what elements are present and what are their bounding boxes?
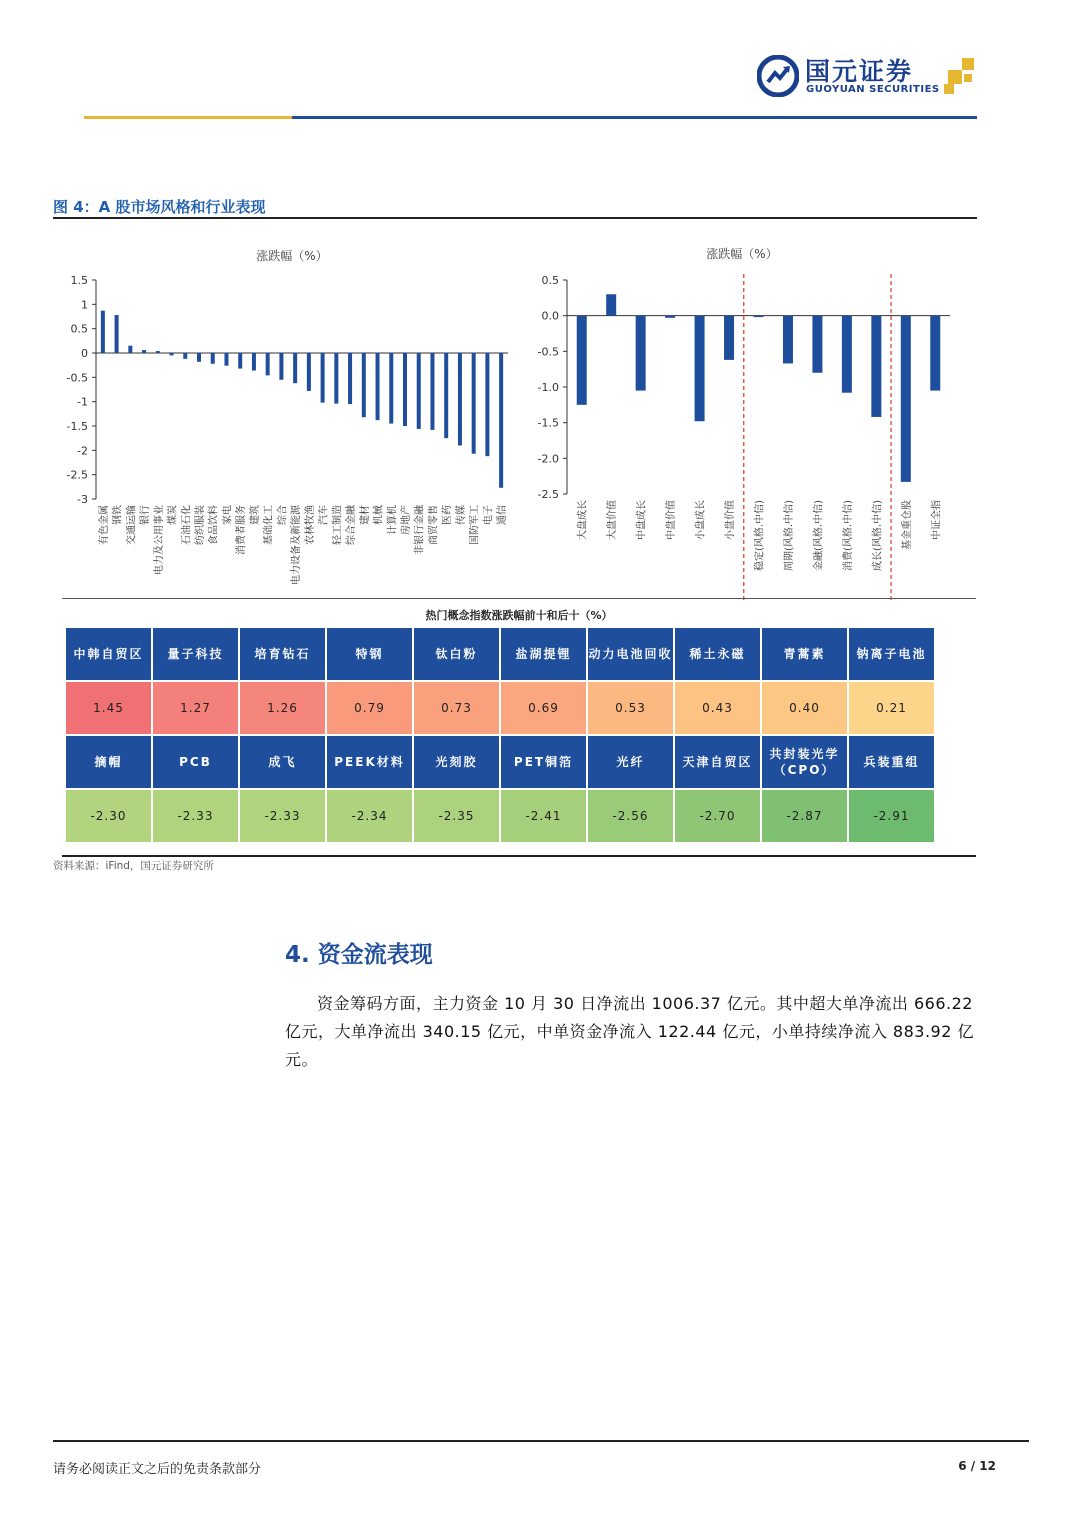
bottom-concept-value-cell: -2.33 <box>239 789 326 843</box>
bar-20 <box>362 353 366 417</box>
bar-16 <box>307 353 311 391</box>
top-concept-name-cell: 青蒿素 <box>761 627 848 681</box>
x-tick-label: 成长(风格.中信) <box>872 500 884 571</box>
footer-rule <box>53 1440 1029 1442</box>
top-concept-name-cell: 钛白粉 <box>413 627 500 681</box>
footer-disclaimer: 请务必阅读正文之后的免责条款部分 <box>53 1462 262 1477</box>
x-tick-label: 交通运输 <box>126 505 138 545</box>
bar-9 <box>211 353 215 364</box>
chart-title: 涨跌幅（%） <box>256 249 328 263</box>
x-tick-label: 通信 <box>497 505 509 525</box>
x-tick-label: 银行 <box>140 505 152 525</box>
bar-17 <box>321 353 325 403</box>
bar-26 <box>444 353 448 438</box>
bottom-concept-value-cell: -2.41 <box>500 789 587 843</box>
bar-10 <box>224 353 228 366</box>
header-rule-blue <box>292 116 977 119</box>
x-tick-label: 基金重仓股 <box>901 500 913 550</box>
y-tick-label: -1 <box>77 395 88 409</box>
bar-21 <box>376 353 380 420</box>
y-tick-label: 0.5 <box>541 274 559 287</box>
top-concept-value-cell: 0.69 <box>500 681 587 735</box>
bar-19 <box>348 353 352 404</box>
x-tick-label: 轻工制造 <box>332 505 344 545</box>
bottom-concept-name-cell: 光纤 <box>587 735 674 789</box>
bottom-concept-value-cell: -2.33 <box>152 789 239 843</box>
bottom-concept-value-cell: -2.70 <box>674 789 761 843</box>
bar-1 <box>101 311 105 353</box>
top-concept-value-cell: 0.79 <box>326 681 413 735</box>
bottom-concept-name-cell: 天津自贸区 <box>674 735 761 789</box>
bar-7 <box>183 353 187 359</box>
top-concept-value-cell: 0.21 <box>848 681 935 735</box>
logo-squares-icon <box>944 56 978 96</box>
bar-18 <box>334 353 338 404</box>
bar-7 <box>754 316 764 317</box>
bar-24 <box>417 353 421 429</box>
concept-table-title: 热门概念指数涨跌幅前十和后十（%） <box>425 609 613 622</box>
bottom-concept-value-cell: -2.30 <box>65 789 152 843</box>
top-concept-value <box>65 681 935 735</box>
bottom-concept-name-cell: 兵装重组 <box>848 735 935 789</box>
bottom-concept-value-cell: -2.87 <box>761 789 848 843</box>
bar-12 <box>901 316 911 482</box>
bottom-concept-name-cell: 光刻胶 <box>413 735 500 789</box>
bar-23 <box>403 353 407 426</box>
table-top-rule <box>62 598 976 599</box>
bar-5 <box>695 316 705 422</box>
bar-12 <box>252 353 256 371</box>
section-paragraph: 资金筹码方面，主力资金 10 月 30 日净流出 1006.37 亿元。其中超大单净流出 666.22 亿元，大单净流出 340.15 亿元，中单资金净流入 122.44 亿元，小单持续净流入 883.92 亿元。 <box>285 994 974 1069</box>
x-tick-label: 综合 <box>277 505 289 525</box>
bar-15 <box>293 353 297 383</box>
x-tick-label: 传媒 <box>455 505 467 525</box>
bar-3 <box>636 316 646 391</box>
bottom-concept-value-cell: -2.56 <box>587 789 674 843</box>
x-tick-label: 食品饮料 <box>208 505 220 545</box>
bottom-concept-value-cell: -2.35 <box>413 789 500 843</box>
x-tick-label: 石油石化 <box>181 505 193 545</box>
bar-4 <box>665 316 675 318</box>
x-tick-label: 消费者服务 <box>236 505 248 555</box>
bar-6 <box>170 353 174 355</box>
x-tick-label: 煤炭 <box>167 505 179 525</box>
bottom-concept-name-cell: 摘帽 <box>65 735 152 789</box>
bar-2 <box>606 294 616 315</box>
top-concept-value-cell: 0.43 <box>674 681 761 735</box>
top-concept-name-cell: 钠离子电池 <box>848 627 935 681</box>
x-tick-label: 周期(风格.中信) <box>783 500 795 571</box>
y-tick-label: 0.5 <box>70 322 88 336</box>
top-concept-value-cell: 1.26 <box>239 681 326 735</box>
bottom-concept-name-cell: PCB <box>152 735 239 789</box>
x-tick-label: 电子 <box>483 505 495 525</box>
bar-11 <box>238 353 242 369</box>
x-tick-label: 建筑 <box>249 505 261 525</box>
y-tick-label: -2.5 <box>537 488 559 501</box>
bar-28 <box>472 353 476 454</box>
y-tick-label: -2 <box>77 444 88 458</box>
bar-4 <box>142 350 146 353</box>
top-concept-name <box>65 627 935 681</box>
x-tick-label: 房地产 <box>401 505 412 535</box>
x-tick-label: 家电 <box>222 505 234 525</box>
bar-27 <box>458 353 462 445</box>
y-tick-label: -2.5 <box>66 468 88 482</box>
x-tick-label: 稳定(风格.中信) <box>754 500 766 571</box>
x-tick-label: 小盘成长 <box>695 500 707 540</box>
x-tick-label: 医药 <box>442 505 454 525</box>
bar-10 <box>842 316 852 393</box>
x-tick-label: 大盘价值 <box>607 500 619 540</box>
bottom-concept-name-cell: 共封装光学（CPO） <box>761 735 848 789</box>
top-concept-value-cell: 0.73 <box>413 681 500 735</box>
y-tick-label: -0.5 <box>66 371 88 385</box>
top-concept-value-cell: 0.53 <box>587 681 674 735</box>
y-tick-label: -0.5 <box>537 345 559 359</box>
brand-name-en: GUOYUAN SECURITIES <box>806 84 940 95</box>
logo-emblem-icon <box>757 55 799 97</box>
bottom-concept-value-cell: -2.34 <box>326 789 413 843</box>
bar-14 <box>279 353 283 380</box>
x-tick-label: 综合金融 <box>346 505 358 545</box>
y-tick-label: -3 <box>77 493 88 506</box>
y-tick-label: 1 <box>81 298 88 312</box>
header-rule-gold <box>84 116 292 119</box>
top-concept-name-cell: 中韩自贸区 <box>65 627 152 681</box>
x-tick-label: 中盘成长 <box>636 500 648 540</box>
top-concept-name-cell: 量子科技 <box>152 627 239 681</box>
bottom-concept-value <box>65 789 935 843</box>
x-tick-label: 小盘价值 <box>725 500 737 540</box>
x-tick-label: 国防军工 <box>469 505 481 545</box>
x-tick-label: 大盘成长 <box>577 500 589 540</box>
x-tick-label: 商贸零售 <box>428 505 440 545</box>
figure-title-rule <box>53 217 977 219</box>
top-concept-value-cell: 1.27 <box>152 681 239 735</box>
bar-11 <box>871 316 881 417</box>
bottom-concept-name-cell: PEEK材料 <box>326 735 413 789</box>
source-note: 资料来源：iFind，国元证券研究所 <box>53 860 214 872</box>
bottom-concept-value-cell: -2.91 <box>848 789 935 843</box>
y-tick-label: -1.5 <box>66 420 88 433</box>
x-tick-label: 计算机 <box>387 505 399 535</box>
top-concept-name-cell: 培育钻石 <box>239 627 326 681</box>
bar-6 <box>724 316 734 360</box>
figure-title: 图 4：A 股市场风格和行业表现 <box>53 198 266 216</box>
x-tick-label: 建材 <box>359 505 371 525</box>
x-tick-label: 纺织服装 <box>195 505 206 545</box>
x-tick-label: 有色金属 <box>98 505 110 545</box>
bottom-concept-name-cell: 成飞 <box>239 735 326 789</box>
bar-22 <box>389 353 393 424</box>
y-tick-label: 1.5 <box>70 274 88 287</box>
page-number: 6 / 12 <box>958 1459 996 1473</box>
bar-8 <box>783 316 793 364</box>
bar-3 <box>128 346 132 353</box>
y-tick-label: -1.0 <box>537 381 559 394</box>
x-tick-label: 中盘价值 <box>666 500 678 540</box>
x-tick-label: 消费(风格.中信) <box>842 500 854 571</box>
brand-name: 国元证券 <box>805 57 914 86</box>
bottom-concept-name <box>65 735 935 789</box>
bar-9 <box>812 316 822 373</box>
x-tick-label: 基础化工 <box>263 505 275 545</box>
x-tick-label: 非银行金融 <box>414 505 426 555</box>
x-tick-label: 电力设备及新能源 <box>291 505 303 585</box>
bar-2 <box>115 315 119 353</box>
x-tick-label: 钢铁 <box>112 505 124 525</box>
y-tick-label: 0.0 <box>541 309 559 323</box>
x-tick-label: 金融(风格.中信) <box>813 500 825 571</box>
x-tick-label: 农林牧渔 <box>304 505 316 545</box>
y-tick-label: 0 <box>81 347 88 360</box>
top-concept-name-cell: 特钢 <box>326 627 413 681</box>
bar-1 <box>577 316 587 405</box>
bar-13 <box>266 353 270 375</box>
bottom-concept-name-cell: PET铜箔 <box>500 735 587 789</box>
x-tick-label: 汽车 <box>318 505 330 525</box>
top-concept-value-cell: 1.45 <box>65 681 152 735</box>
bar-5 <box>156 351 160 353</box>
chart-title: 涨跌幅（%） <box>706 247 778 261</box>
top-concept-name-cell: 动力电池回收 <box>587 627 674 681</box>
industry-performance-chart <box>0 230 520 600</box>
x-tick-label: 机械 <box>373 505 385 525</box>
top-concept-value-cell: 0.40 <box>761 681 848 735</box>
y-tick-label: -2.0 <box>537 452 559 466</box>
style-performance-chart <box>520 230 980 600</box>
concept-table <box>64 626 936 844</box>
bar-30 <box>499 353 503 488</box>
top-concept-name-cell: 稀土永磁 <box>674 627 761 681</box>
y-tick-label: -1.5 <box>537 416 559 430</box>
x-tick-label: 电力及公用事业 <box>153 505 165 575</box>
bar-8 <box>197 353 201 362</box>
bar-29 <box>485 353 489 456</box>
table-bottom-rule <box>62 855 976 857</box>
top-concept-name-cell: 盐湖提锂 <box>500 627 587 681</box>
section-title: 4. 资金流表现 <box>285 942 433 968</box>
bar-13 <box>930 316 940 391</box>
x-tick-label: 中证全指 <box>931 500 943 540</box>
bar-25 <box>430 353 434 430</box>
